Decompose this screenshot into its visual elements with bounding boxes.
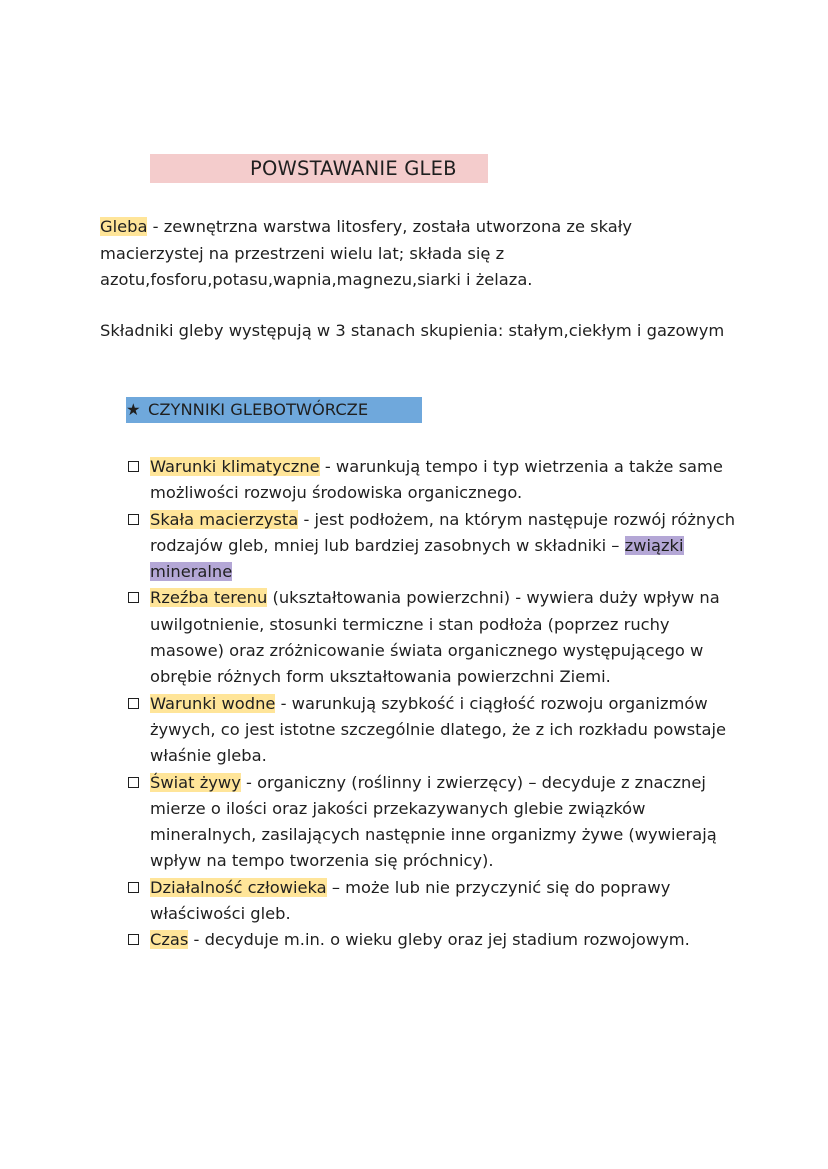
section-label: CZYNNIKI GLEBOTWÓRCZE xyxy=(148,400,369,419)
list-item xyxy=(126,875,736,928)
factor-term: Czas xyxy=(150,930,189,950)
page-title: POWSTAWANIE GLEB xyxy=(250,157,457,180)
list-item xyxy=(126,927,736,953)
checkbox-icon[interactable] xyxy=(128,882,139,893)
section-heading xyxy=(126,397,422,423)
list-item xyxy=(126,691,736,770)
intro-paragraph xyxy=(100,214,740,294)
checkbox-icon[interactable] xyxy=(128,934,139,945)
checkbox-icon[interactable] xyxy=(128,514,139,525)
factor-desc: – może lub nie przyczynić się do poprawy właściwości gleb. xyxy=(150,877,671,924)
factor-term: Świat żywy xyxy=(150,772,241,792)
factor-desc: - organiczny (roślinny i zwierzęcy) – decyduje z znacznej mierze o ilości oraz jakości przekazywanych glebie związków mineralnych, zasilających następnie inne organizmy żywe (wywierają wpływ na tempo tworzenia się próchnicy). xyxy=(150,772,717,871)
factor-term: Warunki klimatyczne xyxy=(150,457,320,476)
states-paragraph: Składniki gleby występują w 3 stanach skupienia: stałym,ciekłym i gazowym xyxy=(100,321,725,340)
factor-desc: - warunkują szybkość i ciągłość rozwoju organizmów żywych, co jest istotne szczególnie dlatego, że z ich rozkładu powstaje właśnie gleba. xyxy=(150,693,727,766)
star-icon: ★ xyxy=(126,400,141,419)
intro-text: - zewnętrzna warstwa litosfery, została utworzona ze skały macierzystej na przestrzeni wielu lat; składa się z azotu,fosforu,potasu,wapnia,magnezu,siarki i żelaza. xyxy=(100,217,633,289)
checkbox-icon[interactable] xyxy=(128,698,139,709)
checkbox-icon[interactable] xyxy=(128,777,139,788)
intro-term: Gleba xyxy=(100,217,148,236)
list-item xyxy=(126,454,736,507)
factors-list xyxy=(126,454,736,954)
checkbox-icon[interactable] xyxy=(128,461,139,472)
factor-desc: - decyduje m.in. o wieku gleby oraz jej stadium rozwojowym. xyxy=(188,930,690,950)
factor-desc: - warunkują tempo i typ wietrzenia a także same możliwości rozwoju środowiska organicznego. xyxy=(150,457,723,503)
list-item xyxy=(126,585,736,690)
factor-term: Warunki wodne xyxy=(150,693,276,713)
factor-term: Skała macierzysta xyxy=(150,509,299,529)
list-item xyxy=(126,507,736,586)
factor-desc: (ukształtowania powierzchni) - wywiera duży wpływ na uwilgotnienie, stosunki termiczne i stan podłoża (poprzez ruchy masowe) oraz zróżnicowanie świata organicznego występującego w obrębie różnych form ukształtowania powierzchni Ziemi. xyxy=(150,588,720,687)
factor-term: Działalność człowieka xyxy=(150,877,327,897)
checkbox-icon[interactable] xyxy=(128,592,139,603)
factor-extra-highlight: związki mineralne xyxy=(150,535,684,582)
factor-term: Rzeźba terenu xyxy=(150,588,268,608)
list-item xyxy=(126,770,736,875)
factor-desc: - jest podłożem, na którym następuje rozwój różnych rodzajów gleb, mniej lub bardziej zasobnych w składniki – xyxy=(150,509,736,555)
